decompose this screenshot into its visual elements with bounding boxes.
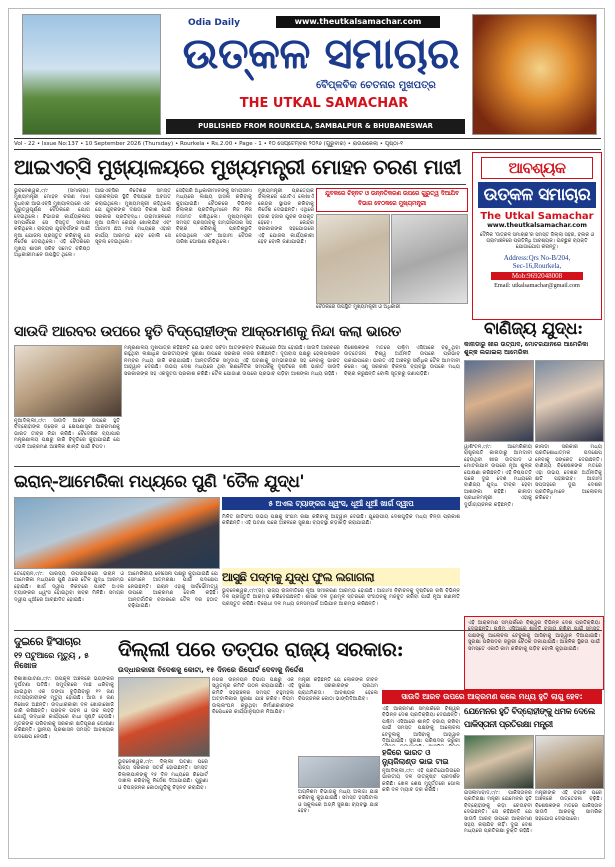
delhi-body-2: ନଗର ଉନ୍ନୟନ ବିଭାଗ ପକ୍ଷରୁ ଏକ ସ୍ୱତନ୍ତ୍ର କମିଟି ଗଠନ କରାଯାଇଛି। ଏହି କମିଟି ସହରାଞ୍ଚଳର ସମସ୍ତ ବହୁମହଲା ଅଟ୍ଟାଳିକାର ସୁରକ୍ଷା ଯାଞ୍ଚ କରିବ। ନିୟମ ଉଲ୍ଲଂଘନ କରୁଥିବା ନିର୍ମାଣକାରୀଙ୍କ ବିରୋଧରେ କାର୍ଯ୍ୟାନୁଷ୍ଠାନ ନିଆଯିବ।: [212, 677, 294, 716]
saudi-body-3: ବିଶେଷଜ୍ଞଙ୍କ ମତରେ ପଶ୍ଚିମ ଏସିଆରେ ବଢ଼ୁଥିବା ଉତ୍ତେଜନା ବିଶ୍ୱ ଅର୍ଥନୀତି ଉପରେ ପ୍ରଭାବ ପକାଇପାରେ। ଭାରତ ଏହି ଅଞ୍ଚଳରୁ ସର୍ବାଧିକ ତୈଳ ଆମଦାନୀ କରେ। ଏଣୁ ସରକାର ବିକଳ୍ପ ବ୍ୟବସ୍ଥା ଉପରେ ମଧ୍ୟ ବିଚାର କରୁଛନ୍ତି ବୋଲି ସୂତ୍ରରୁ ଜଣାପଡ଼ିଛି।: [344, 345, 460, 377]
iran-photo: [14, 497, 220, 569]
dateline-bar: Vol - 22 • Issue No:137 • 10 September 2026 (Thursday) • Rourkela • Rs.2.00 • Page - 1 • ୧୦ ସେପ୍ଟେମ୍ବର ୨୦୨୬ (ଗୁରୁବାର) • ରାଉରକେଲା • ପୃଷ୍ଠା-୧: [14, 138, 601, 150]
hanuman-photo: [22, 14, 161, 135]
lead-subhead-box: [316, 188, 468, 212]
ad-website[interactable]: www.theutkalsamachar.com: [487, 222, 587, 229]
trade-body-1: ୱାଶିଂଟନ,୯/୯: ଆମେରିକୀୟ ରାଷ୍ଟ୍ରପତି କାନାଡାରୁ ଆମଦାନୀ ହେଉଥିବା ଖୀର ଉତ୍ପାଦ ଓ ମୋଟରଯାନ ଉପରେ ନୂଆ ଶୁଳ୍କ ଘୋଷଣା କରିଛନ୍ତି। ଏହି ନିଷ୍ପତ୍ତି ପରେ ଦୁଇ ଦେଶ ମଧ୍ୟରେ ବାଣିଜ୍ୟ ଯୁଦ୍ଧ ତୀବ୍ର ହେବା ଆଶଙ୍କା ରହିଛି। କାନାଡା ପ୍ରଧାନମନ୍ତ୍ରୀ ଏହାକୁ ଦୁର୍ଭାଗ୍ୟଜନକ କହିଛନ୍ତି।: [464, 444, 532, 508]
iran-body-2: ଆମେରିକୀୟ ନୌସେନା ପକ୍ଷରୁ କୁହାଯାଇଛି ଯେ ସେମାନେ ଆତ୍ମରକ୍ଷା ପାଇଁ ପଦକ୍ଷେପ ନେଇଛନ୍ତି। ଇରାନ ଏହାକୁ ସାର୍ବଭୌମତ୍ୱ ଉପରେ ଆକ୍ରମଣ ବୋଲି କହିଛି। ଆନ୍ତର୍ଜାତିକ ବଜାରରେ ତୈଳ ଦର ହଠାତ୍ ବଢ଼ିଯାଇଛି।: [128, 571, 218, 610]
hockey-headline[interactable]: ହକିରେ ଭାରତ ଓ ନ୍ୟୁଜିଲାଣ୍ଡ ଭାଇ ଟାଇ: [382, 748, 449, 766]
lead-photo-caption: ବୈଠକରେ ଉପସ୍ଥିତ ମୁଖ୍ୟମନ୍ତ୍ରୀ ଓ ଅଧିକାରୀ: [316, 304, 401, 310]
ad-name-en: The Utkal Samachar: [480, 211, 594, 222]
trade-photo-1: [464, 360, 534, 442]
delhi-body-1: ଭୁବନେଶ୍ୱର,୯/୯: ଦିଲ୍ଲୀ ଘଟଣା ପରେ ରାଜ୍ୟ ସରକାର ସତର୍କ ହୋଇଛନ୍ତି। ସମସ୍ତ ଜିଲ୍ଲାପାଳଙ୍କୁ ୧୫ ଦିନ ମଧ୍ୟରେ ରିପୋର୍ଟ ଦାଖଲ କରିବାକୁ ନିର୍ଦ୍ଦେଶ ଦିଆଯାଇଛି। ପୁରୁଣା ଓ ବିପଜ୍ଜନକ କୋଠାଗୁଡ଼ିକୁ ଚିହ୍ନଟ କରାଯିବ।: [118, 759, 208, 791]
lead-col-1: ଭୁବନେଶ୍ୱର,୯/୯ (ସମାଚାର): ମୁଖ୍ୟମନ୍ତ୍ରୀ ମୋହନ ଚରଣ ମାଝୀ ବୁଧବାର ଆଇଏଚ୍‌ସି ମୁଖ୍ୟାଳୟରେ ଏକ ଗୁରୁତ୍ୱପୂର୍ଣ୍ଣ ବୈଠକରେ ଯୋଗ ଦେଇଥିଲେ। ବିଭାଗର କାର୍ଯ୍ୟକଳାପ ସମ୍ପର୍କରେ ସେ ବିସ୍ତୃତ ସମୀକ୍ଷା କରିଥିଲେ। ରାଜ୍ୟର ଯୁବବର୍ଗଙ୍କ ପାଇଁ ନୂଆ ଯୋଜନା ପ୍ରସ୍ତୁତ କରିବାକୁ ସେ ନିର୍ଦ୍ଦେଶ ଦେଇଥିଲେ। ଏହି ବୈଠକରେ ମୁଖ୍ୟ ଶାସନ ସଚିବ ସମେତ ବରିଷ୍ଠ ଅଧିକାରୀମାନେ ଉପସ୍ଥିତ ଥିଲେ।: [14, 188, 90, 259]
asim-body: ଭୁବନେଶ୍ୱର,୯/୯(ସ): ରାଜ୍ୟ ରାଜନୀତିରେ ନୂଆ ସମୀକରଣ ଆରମ୍ଭ ହୋଇଛି। ଆଗାମୀ ନିର୍ବାଚନକୁ ଦୃଷ୍ଟିରେ ରଖି ବିଭିନ୍ନ ଦଳ ପ୍ରସ୍ତୁତି ଆରମ୍ଭ କରିଦେଇଛନ୍ତି। ଶାସକ ଦଳ ତୃଣମୂଳ ସ୍ତରରେ ସଂଗଠନକୁ ମଜବୁତ କରିବା ପାଇଁ ନୂଆ ରଣନୀତି ପ୍ରସ୍ତୁତ କରିଛି। ବିରୋଧୀ ଦଳ ମଧ୍ୟ ଜନସମ୍ପର୍କ ଅଭିଯାନ ଆରମ୍ଭ କରିଛନ୍ତି।: [222, 588, 460, 607]
lead-col-2: ଆଇଏଚ୍‌ସିର ନିର୍ଦ୍ଦେଶକ ସମସ୍ତ ପ୍ରକଳ୍ପର ସ୍ଥିତି ବିଷୟରେ ଅବଗତ କରାଇଥିଲେ। ମୁଖ୍ୟମନ୍ତ୍ରୀ କହିଥିଲେ ଯେ ଯୁବକଙ୍କ ଦକ୍ଷତା ବିକାଶ ପାଇଁ ସରକାର ପ୍ରତିବଦ୍ଧ। ଗ୍ରାମାଞ୍ଚଳରେ ନୂଆ ତାଲିମ କେନ୍ଦ୍ର ଖୋଲାଯିବ ଏବଂ ଆଗାମୀ ଛଅ ମାସ ମଧ୍ୟରେ ଏହାର କାର୍ଯ୍ୟ ଆରମ୍ଭ ହେବ ବୋଲି ସେ ସୂଚନା ଦେଇଥିଲେ।: [95, 188, 171, 246]
trade-photo-2: [535, 360, 604, 442]
left-story-subhead: ୧୨ ପଟୁଆରେ ମୃତ୍ୟୁ , ୫ ନିଖୋଜ: [14, 651, 89, 670]
ad-mobile[interactable]: Mob:9692048008: [491, 272, 583, 280]
trade-headline[interactable]: ବାଣିଜ୍ୟ ଯୁଦ୍ଧ:: [484, 319, 583, 339]
masthead-title: ଉତ୍କଳ ସମାଚାର: [182, 29, 460, 79]
ad-address-1: Address:Qrs No-B/204,: [503, 253, 571, 262]
delhi-headline[interactable]: ଦିଲ୍ଲୀ ପରେ ତତ୍ପର ରାଜ୍ୟ ସରକାର:: [118, 637, 404, 661]
publisher-bar: PUBLISHED FROM ROURKELA, SAMBALPUR & BHUBANESWAR: [166, 119, 465, 134]
masthead-title-en: THE UTKAL SAMACHAR: [239, 96, 409, 111]
lead-subhead: ଯୁବକରେ ଚିହ୍ନଟ ଓ ଉନ୍ନତିକରଣ ଉପରେ ଗୁରୁତ୍ୱ ଦିଆଯିବ: [325, 191, 459, 197]
asim-headline[interactable]: ଆସୁଛି ପଦ୍ମକୁ ଯୁଦ୍ଧ ଫୁଲ ଲଗାଗଲା: [222, 568, 460, 586]
saudi-headline[interactable]: ସାଉଦି ଆରବର ଉପରେ ହୁତି ବିଦ୍ରୋହୀଙ୍କ ଆକ୍ରମଣକୁ ନିନ୍ଦା କଲା ଭାରତ: [14, 323, 401, 340]
sai-baba-photo: [472, 14, 597, 135]
lead-photo-2: [391, 214, 468, 304]
ad-heading: ଆବଶ୍ୟକ: [481, 157, 593, 179]
lead-col-3: ସେହିପରି ଅଧିକାରୀମାନଙ୍କୁ ସମୟସୀମା ମଧ୍ୟରେ ଲକ୍ଷ୍ୟ ହାସଲ କରିବାକୁ କୁହାଯାଇଛି। ବୈଠକରେ ବିଭିନ୍ନ ଜିଲ୍ଲାର ପ୍ରତିନିଧିମାନେ ନିଜ ନିଜ ମତାମତ ରଖିଥିଲେ। ମୁଖ୍ୟମନ୍ତ୍ରୀ ସମସ୍ତ ପ୍ରସ୍ତାବକୁ ଗମ୍ଭୀରତାର ସହ ବିଚାର କରିବାକୁ ପ୍ରତିଶ୍ରୁତି ଦେଇଥିଲେ ଏବଂ ଆଗାମୀ ବୈଠକ ତାରିଖ ଘୋଷଣା କରିଥିଲେ।: [176, 188, 252, 246]
odia-daily-label: Odia Daily: [188, 18, 240, 28]
trade-subhead: କାନାଡାରୁ ଖୀର ଉତ୍ପାଦ, ମୋଟରଯାନରେ ଆମେରିକା ଶୁଳ୍କ ଲଗାଇଲା ଆମେରିକା: [464, 341, 589, 356]
yemen-body-2: ମନ୍ତ୍ରୀଙ୍କ ଏହି ବୟାନ ପରେ ଅଞ୍ଚଳରେ ଉତ୍ତେଜନା ବଢ଼ିଛି। ବିଶେଷଜ୍ଞଙ୍କ ମତରେ ପାକିସ୍ତାନ ସାଉଦି ଆରବକୁ ସାମରିକ ସହଯୋଗ ଦେଇପାରେ।: [535, 790, 602, 822]
saudi2-box: [464, 616, 604, 690]
yemen-headline[interactable]: ଯେମେନର ହୁତି ବିଦ୍ରୋହୀଙ୍କୁ ଧମକ ଦେଲେ ପାକିସ୍ତାନୀ ପ୍ରତିରକ୍ଷା ମନ୍ତ୍ରୀ: [464, 707, 595, 730]
delhi-side-body: ଏହି ଆକ୍ରମଣ ସମ୍ପର୍କରେ ବିଶ୍ୱର ବିଭିନ୍ନ ଦେଶ ପ୍ରତିକ୍ରିୟା ଦେଇଛନ୍ତି। ପଶ୍ଚିମ ଏସିଆରେ ଶାନ୍ତି ବଜାୟ ରଖିବା ପାଇଁ ସମସ୍ତ ପକ୍ଷଙ୍କୁ ଆଲୋଚନା ଟେବୁଲକୁ ଆସିବାକୁ ଆହ୍ୱାନ ଦିଆଯାଇଛି। ସୁରକ୍ଷା ପରିଷଦର ଜରୁରୀ: [382, 706, 460, 745]
delhi-photo: [118, 677, 210, 757]
delhi-subhead: ଉଦ୍ଧାରକାରୀ ବିଦେଶକୁ କୋଟା, ୧୫ ଦିନରେ ରିପୋର୍ଟ ଦେବାକୁ ନିର୍ଦ୍ଦେଶ: [118, 665, 304, 674]
ad-box: [472, 152, 602, 320]
saudi-body-2: ମନ୍ତ୍ରଣାଳୟ ମୁଖପାତ୍ର କହିଛନ୍ତି ଯେ ଭାରତ ସର୍ବଦା ଆତଙ୍କବାଦ ବିରୋଧରେ ଠିଆ ହୋଇଛି। ସାଉଦି ଆରବରେ ରହୁଥିବା ଲକ୍ଷାଧିକ ଭାରତୀୟଙ୍କ ସୁରକ୍ଷା ଉପରେ ସରକାର ନଜର ରଖିଛନ୍ତି। ଦୂତାବାସ ପକ୍ଷରୁ ହେଲ୍ପଲାଇନ ନମ୍ବର ମଧ୍ୟ ଜାରି କରାଯାଇଛି। ଆନ୍ତର୍ଜାତିକ ସମୁଦାୟ ଏହି ଘଟଣାକୁ ଗମ୍ଭୀରତାର ସହ ନେବାକୁ ଭାରତ ଆହ୍ୱାନ ଦେଇଛି। ଉଭୟ ଦେଶ ମଧ୍ୟରେ ଥିବା ରଣନୈତିକ ସମ୍ପର୍କକୁ ଦୃଷ୍ଟିରେ ରଖି ଭାରତ ସାଉଦି ସରକାରଙ୍କ ସହ ଏକଜୁଟତା ପ୍ରକାଶ କରିଛି। ତୈଳ ଯୋଗାଣ ଉପରେ ପ୍ରଭାବ ପଡ଼ିବା ଆଶଙ୍କା ମଧ୍ୟ ରହିଛି।: [124, 345, 340, 377]
ad-logo: ଉତ୍କଳ ସମାଚାର: [478, 182, 596, 208]
saudi-body-1: ନୂଆଦିଲ୍ଲୀ,୯/୯: ସାଉଦି ଆରବ ଉପରେ ହୁତି ବିଦ୍ରୋହୀଙ୍କ ଡ୍ରୋନ ଓ କ୍ଷେପଣାସ୍ତ୍ର ଆକ୍ରମଣକୁ ଭାରତ ତୀବ୍ର ନିନ୍ଦା କରିଛି। ବୈଦେଶିକ ବ୍ୟାପାର ମନ୍ତ୍ରଣାଳୟ ପକ୍ଷରୁ ଜାରି ବିବୃତିରେ କୁହାଯାଇଛି ଯେ ଏଭଳି ଆକ୍ରମଣ ଆଞ୍ଚଳିକ ଶାନ୍ତି ପାଇଁ ବିପଦ।: [14, 418, 120, 450]
yemen-photo-1: [464, 735, 534, 789]
delhi-body-4: ଅଗ୍ନିଶମ ବିଭାଗକୁ ମଧ୍ୟ ଅଲଗା ଯାଞ୍ଚ କରିବାକୁ କୁହାଯାଇଛି। ସମସ୍ତ ହସ୍ପିଟାଲ ଓ ସ୍କୁଲରେ ଅଗ୍ନି ସୁରକ୍ଷା ବ୍ୟବସ୍ଥା ଯାଞ୍ଚ ହେବ।: [298, 789, 378, 815]
saudi-photo: [14, 345, 122, 417]
website-bar[interactable]: www.theutkalsamachar.com: [276, 16, 440, 28]
lead-photo-1: [316, 214, 390, 304]
yemen-photo-2: [535, 735, 604, 789]
lead-headline[interactable]: ଆଇଏଚ୍‌ସି ମୁଖ୍ୟାଳୟରେ ମୁଖ୍ୟମନ୍ତ୍ରୀ ମୋହନ ଚରଣ ମାଝୀ: [14, 155, 462, 179]
iran-rule: [14, 466, 460, 467]
ad-address-2: Sec-16,Rourkela,: [512, 261, 562, 270]
lead-rule: [14, 184, 466, 185]
iran-body-3: ମିଳିତ ଜାତିସଂଘ ଉଭୟ ପକ୍ଷକୁ ସଂଯମ ରକ୍ଷା କରିବାକୁ ଆହ୍ୱାନ ଦେଇଛି। ଯୁରୋପୀୟ ଦେଶଗୁଡ଼ିକ ମଧ୍ୟ ଚିନ୍ତା ପ୍ରକାଶ କରିଛନ୍ତି। ଏହି ଘଟଣା ପରେ ଅଞ୍ଚଳରେ ସୁରକ୍ଷା ବ୍ୟବସ୍ଥା କଡ଼ାକଡ଼ି କରାଯାଇଛି।: [222, 514, 460, 527]
ad-email[interactable]: Email: utkalsamachar@gmail.com: [494, 281, 580, 289]
hockey-body: ନୂଆଦିଲ୍ଲୀ,୯/୯: ଏହି ପ୍ରତିଯୋଗିତାରେ ଭାରତୀୟ ଦଳ ଉତ୍କୃଷ୍ଟ ପ୍ରଦର୍ଶନ କରିଛି। ଖେଳ ଶେଷ ମୁହୂର୍ତ୍ତରେ ଗୋଲ କରି ଦଳ ମ୍ୟାଚ ଡ୍ର କରିଛି।: [382, 768, 460, 794]
iran-body-1: ତେହେରାନ,୯/୯: ପାରସ୍ୟ ଉପସାଗରରେ ଇରାନ ଓ ଆମେରିକା ମଧ୍ୟରେ ପୁଣି ଥରେ ତୈଳ ଯୁଦ୍ଧ ଆରମ୍ଭ ହୋଇଛି। ଖାର୍ଗ ଦ୍ୱୀପ ନିକଟରେ ପାଞ୍ଚଟି ଅଏଲ ଟ୍ୟାଙ୍କର ଧ୍ୱଂସ ହୋଇଥିବା ଖବର ମିଳିଛି। ସମଗ୍ର ଦ୍ୱୀପ ଧୂଆଁରେ ଆଚ୍ଛାଦିତ ହୋଇଛି।: [14, 571, 124, 603]
lead-col-4: ମୁଖ୍ୟମନ୍ତ୍ରୀ ପ୍ରତ୍ୟେକ ଜିଲ୍ଲାରେ ଗୋଟିଏ ଲେଖାଏଁ କେନ୍ଦ୍ର ସ୍ଥାପନ କରିବାକୁ ନିର୍ଦ୍ଦେଶ ଦେଇଛନ୍ତି। ଏଥିରେ ହଜାର ହଜାର ଯୁବକ ଉପକୃତ ହେବେ। କେନ୍ଦ୍ର ସରକାରଙ୍କ ସହଯୋଗରେ ଏହି ଯୋଜନା କାର୍ଯ୍ୟକାରୀ ହେବ ବୋଲି ଜଣାଯାଇଛି।: [258, 188, 314, 246]
trade-body-2: କାନାଡା ସରକାର ମଧ୍ୟ ପ୍ରତିଶୋଧାତ୍ମକ ପଦକ୍ଷେପ ନେବାକୁ ସଙ୍କେତ ଦେଇଛନ୍ତି। ବାଣିଜ୍ୟ ବିଶେଷଜ୍ଞଙ୍କ ମତରେ ଏହା ଉଭୟ ଦେଶର ଅର୍ଥନୀତିକୁ କ୍ଷତି ପହଞ୍ଚାଇବ। ଆଗାମୀ ସପ୍ତାହରେ ଦୁଇ ଦେଶର ପ୍ରତିନିଧିମାନେ ଆଲୋଚନା କରିବେ।: [535, 444, 602, 502]
yemen-body-1: ଇସଲାମାବାଦ,୯/୯: ପାକିସ୍ତାନର ପ୍ରତିରକ୍ଷା ମନ୍ତ୍ରୀ ଯେମେନର ହୁତି ବିଦ୍ରୋହୀଙ୍କୁ କଡ଼ା ଚେତାବନୀ ଦେଇଛନ୍ତି। ସେ କହିଛନ୍ତି ଯେ ସାଉଦି ଆରବ ଉପରେ ଆକ୍ରମଣ ସହ୍ୟ କରାଯିବ ନାହିଁ। ଦୁଇ ଦେଶ ମଧ୍ୟରେ ପ୍ରତିରକ୍ଷା ଚୁକ୍ତି ରହିଛି।: [464, 790, 532, 835]
left-story-headline[interactable]: ଦୁଇରେ ହିଂସାଚାର: [14, 635, 81, 648]
saudi2-body: ଏହି ଆକ୍ରମଣ ସମ୍ପର୍କରେ ବିଶ୍ୱର ବିଭିନ୍ନ ଦେଶ ପ୍ରତିକ୍ରିୟା ପକ୍ଷଙ୍କୁ ଆଲୋଚନା ଟେବୁଲକୁ ଆସିବାକୁ ଆହ୍ୱାନ ଦିଆଯାଇଛି। ସୁରକ୍ଷା ପରିଷଦର ଜରୁରୀ ବୈଠକ ଡକାଯାଇଛି। ଆଞ୍ଚଳିକ ସ୍ଥିରତା ପାଇଁ ସମସ୍ତେ ଏକାଠି କାମ କରିବାକୁ ପଡ଼ିବ ବୋଲି କୁହାଯାଇଛି।: [468, 620, 600, 652]
saudi2-headline-bar[interactable]: ସାଉଦି ଆରବ ଉପରେ ଆକ୍ରମଣ କଲେ ମଧ୍ୟ ହୁତି ଲାଗୁ ହେବ:: [382, 690, 602, 704]
ad-body: ଦୈନିକ 'ଉତ୍କଳ ସମାଚାର'ର ସମସ୍ତ ଜିଲ୍ଲା ସହର, ବ୍ଲକ ଓ ଗ୍ରାମାଞ୍ଚଳରେ ପ୍ରତିନିଧି ଆବଶ୍ୟକ। ଇଚ୍ଛୁକ ବ୍ୟକ୍ତି ଯୋଗାଯୋଗ କରନ୍ତୁ।: [479, 232, 595, 251]
delhi-body-3: ମନ୍ତ୍ରୀ କହିଛନ୍ତି ଯେ ଲୋକଙ୍କ ଜୀବନ ସୁରକ୍ଷା ସରକାରଙ୍କ ପ୍ରଥମ ପ୍ରାଥମିକତା। ଆବଶ୍ୟକ ହେଲେ ବିପଜ୍ଜନକ କୋଠା ଭାଙ୍ଗିଦିଆଯିବ।: [298, 677, 378, 703]
left-story-body: ବିଶାଖାପାଟଣା,୯/୯: ଉପକୂଳ ଅଞ୍ଚଳରେ ଭୟଙ୍କର ଦୁର୍ଘଟଣା ଘଟିଛି। ସମୁଦ୍ରରେ ମାଛ ଧରିବାକୁ ଯାଇଥିବା ଏକ ଡଙ୍ଗା ବୁଡ଼ିଯିବାରୁ ୧୨ ଜଣ ମତ୍ସ୍ୟଜୀବୀଙ୍କ ମୃତ୍ୟୁ ହୋଇଛି। ଆଉ ୫ ଜଣ ନିଖୋଜ ଅଛନ୍ତି। ଉଦ୍ଧାରକାରୀ ଦଳ ଖୋଜାଖୋଜି ଜାରି ରଖିଛନ୍ତି। ପ୍ରବଳ ପବନ ଓ ଉଚ୍ଚ ଲହଡ଼ି ଯୋଗୁଁ ଉଦ୍ଧାର କାର୍ଯ୍ୟରେ ବାଧା ସୃଷ୍ଟି ହେଉଛି। ମୃତକଙ୍କ ପରିବାରକୁ ସରକାର କ୍ଷତିପୂରଣ ଘୋଷଣା କରିଛନ୍ତି। ସ୍ଥାନୀୟ ପ୍ରଶାସନ ସମସ୍ତ ଆବଶ୍ୟକ ପଦକ୍ଷେପ ନେଉଛି।: [14, 676, 114, 740]
iran-subhead: ୫ ଅଏଲ ଟ୍ୟାଙ୍କର ଧ୍ୱଂସ, ଧୂଆଁ ଧୂଆଁ ଖାର୍ଗ ଦ୍ୱୀପ: [222, 497, 460, 510]
masthead-tagline: ବୈପ୍ଳବିକ ଚେତନାର ମୁଖପତ୍ର: [316, 80, 436, 91]
lead-subhead-2: ବିଭାଗ ବେଠକରେ ମୁଖ୍ୟମନ୍ତ୍ରୀ: [357, 201, 427, 207]
iran-headline[interactable]: ଇରାନ୍-ଆମେରିକା ମଧ୍ୟରେ ପୁଣି 'ତୈଳ ଯୁଦ୍ଧ': [14, 472, 305, 492]
left-story-rule: [14, 630, 602, 631]
delhi-photo-2: [298, 756, 380, 788]
